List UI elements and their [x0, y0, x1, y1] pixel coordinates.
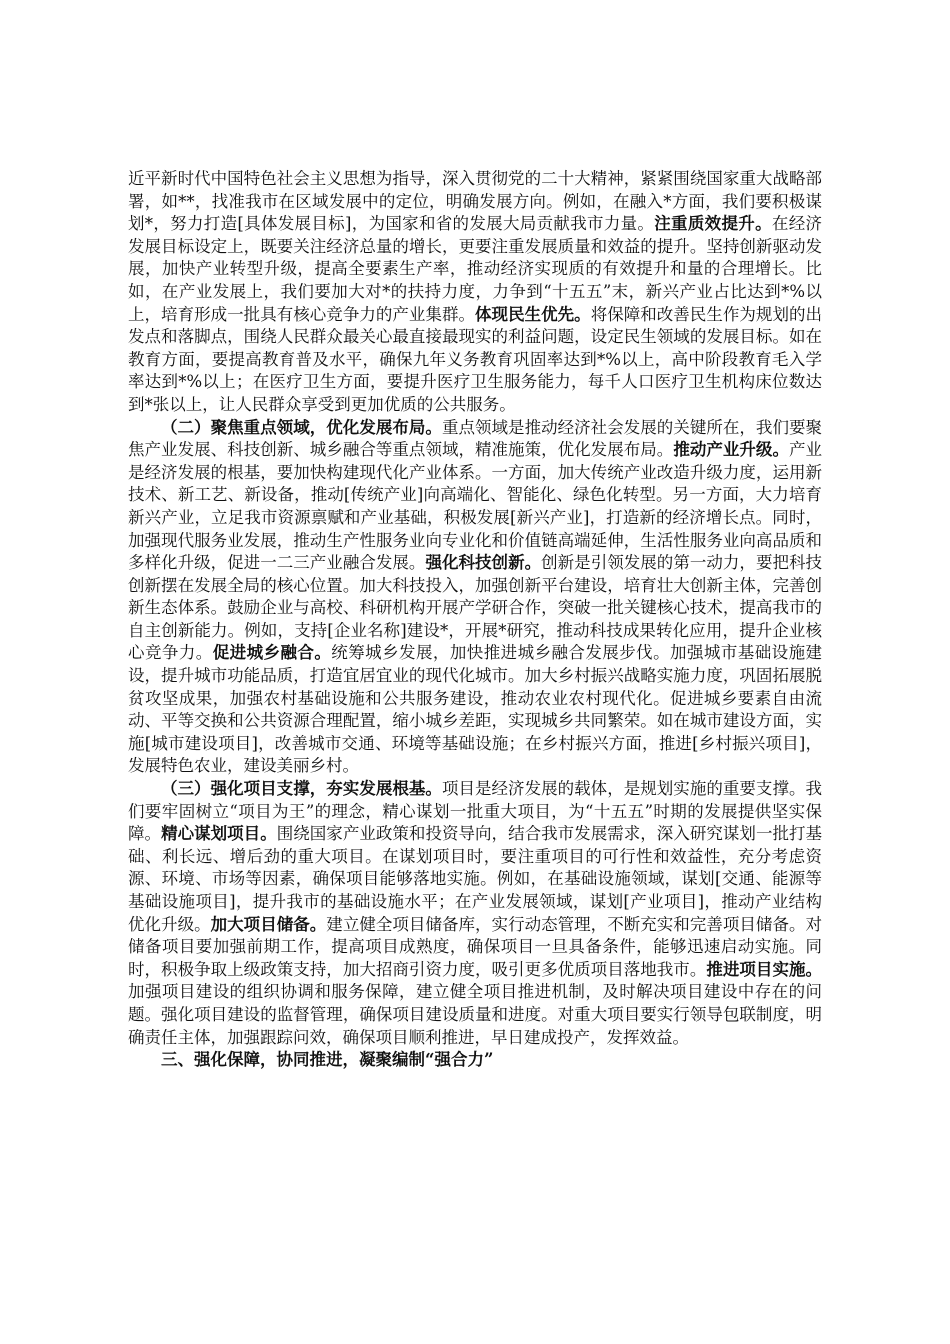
bold-lead-phrase: 体现民生优先。	[475, 304, 591, 324]
paragraph-text: 产业是经济发展的根基，要加快构建现代化产业体系。一方面，加大传统产业改造升级力度，运用新技术、新工艺、新设备，推动[传统产业]向高端化、智能化、绿色化转型。另一方面，大力培育新兴产业，立足我市资源禀赋和产业基础，积极发展[新兴产业]，打造新的经济增长点。同时，加强现代服务业发展，推动生产性服务业向专业化和价值链高端延伸，生活性服务业向高品质和多样化升级，促进一二三产业融合发展。	[128, 440, 823, 573]
bold-lead-phrase: 促进城乡融合。	[212, 643, 332, 663]
paragraph-text: 建立健全项目储备库，实行动态管理，不断充实和完善项目储备。对储备项目要加强前期工作，提高项目成熟度，确保项目一旦具备条件，能够迅速启动实施。同时，积极争取上级政策支持，加大招商引资力度，吸引更多优质项目落地我市。	[128, 914, 823, 979]
paragraph-text: 围绕国家产业政策和投资导向，结合我市发展需求，深入研究谋划一批打基础、利长远、增后劲的重大项目。在谋划项目时，要注重项目的可行性和效益性，充分考虑资源、环境、市场等因素，确保项目能够落地实施。例如，在基础设施领域，谋划[交通、能源等基础设施项目]，提升我市的基础设施水平；在产业发展领域，谋划[产业项目]，推动产业结构优化升级。	[128, 824, 823, 934]
bold-lead-phrase: 强化科技创新。	[425, 553, 542, 573]
document-page	[128, 168, 822, 1072]
paragraph-text: 将保障和改善民生作为规划的出发点和落脚点，围绕人民群众最关心最直接最现实的利益问题，设定民生领域的发展目标。如在教育方面，要提高教育普及水平，确保九年义务教育巩固率达到*%以上，高中阶段教育毛入学率达到*%以上；在医疗卫生方面，要提升医疗卫生服务能力，每千人口医疗卫生机构床位数达到*张以上，让人民群众享受到更加优质的公共服务。	[128, 304, 823, 414]
bold-lead-phrase: 推进项目实施。	[706, 959, 823, 979]
body-paragraph	[128, 417, 822, 779]
bold-lead-phrase: 精心谋划项目。	[161, 824, 277, 844]
bold-lead-phrase: 注重质效提升。	[654, 214, 772, 234]
body-paragraph	[128, 168, 822, 417]
body-paragraph	[128, 778, 822, 1049]
paragraph-text: 重点领域是推动经济社会发展的关键所在，我们要聚焦产业发展、科技创新、城乡融合等重点领域，精准施策，优化发展布局。	[128, 417, 823, 460]
document-body	[128, 168, 822, 1049]
paragraph-text: 项目是经济发展的载体，是规划实施的重要支撑。我们要牢固树立“项目为王”的理念，精心谋划一批重大项目，为“十五五”时期的发展提供坚实保障。	[128, 779, 823, 844]
paragraph-text: 统筹城乡发展，加快推进城乡融合发展步伐。加强城市基础设施建设，提升城市功能品质，打造宜居宜业的现代化城市。加大乡村振兴战略实施力度，巩固拓展脱贫攻坚成果，加强农村基础设施和公共服务建设，推动农业农村现代化。促进城乡要素自由流动、平等交换和公共资源合理配置，缩小城乡差距，实现城乡共同繁荣。如在城市建设方面，实施[城市建设项目]，改善城市交通、环境等基础设施；在乡村振兴方面，推进[乡村振兴项目]，发展特色农业，建设美丽乡村。	[128, 643, 822, 776]
bold-lead-phrase: （三）强化项目支撑，夯实发展根基。	[161, 779, 442, 799]
bold-lead-phrase: 加大项目储备。	[210, 914, 327, 934]
paragraph-text: 在经济发展目标设定上，既要关注经济总量的增长，更要注重发展质量和效益的提升。坚持创新驱动发展，加快产业转型升级，提高全要素生产率，推动经济实现质的有效提升和量的合理增长。比如，在产业发展上，我们要加大对*的扶持力度，力争到“十五五”末，新兴产业占比达到*%以上，培育形成一批具有核心竞争力的产业集群。	[128, 214, 823, 324]
paragraph-text: 近平新时代中国特色社会主义思想为指导，深入贯彻党的二十大精神，紧紧围绕国家重大战略部署，如**，找准我市在区域发展中的定位，明确发展方向。例如，在融入*方面，我们要积极谋划*，努力打造[具体发展目标]，为国家和省的发展大局贡献我市力量。	[128, 169, 822, 234]
bold-lead-phrase: （二）聚焦重点领域，优化发展布局。	[161, 417, 442, 437]
bold-lead-phrase: 推动产业升级。	[673, 440, 789, 460]
paragraph-text: 创新是引领发展的第一动力，要把科技创新摆在发展全局的核心位置。加大科技投入，加强创新平台建设，培育壮大创新主体，完善创新生态体系。鼓励企业与高校、科研机构开展产学研合作，突破一批关键核心技术，提高我市的自主创新能力。例如，支持[企业名称]建设*，开展*研究，推动科技成果转化应用，提升企业核心竞争力。	[128, 553, 823, 663]
paragraph-text: 加强项目建设的组织协调和服务保障，建立健全项目推进机制，及时解决项目建设中存在的问题。强化项目建设的监督管理，确保项目建设质量和进度。对重大项目要实行领导包联制度，明确责任主体，加强跟踪问效，确保项目顺利推进，早日建成投产，发挥效益。	[128, 982, 822, 1047]
section-heading: 三、强化保障，协同推进，凝聚编制“强合力”	[161, 1050, 494, 1070]
